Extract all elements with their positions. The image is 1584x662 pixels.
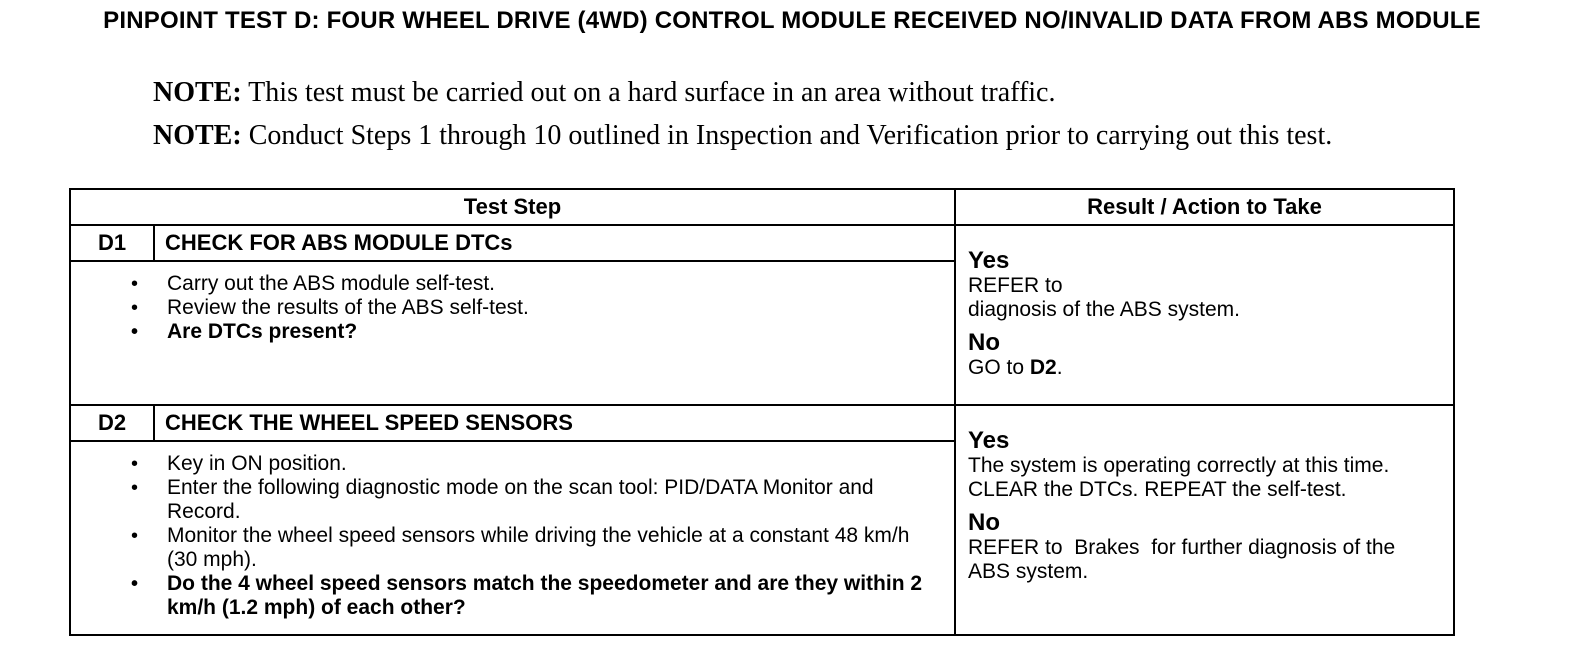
step-d2-body xyxy=(70,441,955,635)
pinpoint-test-table xyxy=(69,188,1455,636)
step-d2-heading-row xyxy=(70,405,1454,441)
list-item: • Key in ON position. xyxy=(167,452,924,476)
note-label: NOTE: xyxy=(153,77,242,108)
note-traffic xyxy=(153,78,1055,108)
page-title: PINPOINT TEST D: FOUR WHEEL DRIVE (4WD) CONTROL MODULE RECEIVED NO/INVALID DATA FROM ABS MODULE xyxy=(103,7,1481,34)
step-d1-result xyxy=(955,225,1454,405)
step-heading: CHECK THE WHEEL SPEED SENSORS xyxy=(154,405,955,441)
list-item-question: • Are DTCs present? xyxy=(167,320,924,344)
list-item-question: • Do the 4 wheel speed sensors match the speedometer and are they within 2 km/h (1.2 mph) of each other? xyxy=(167,572,924,620)
note-label: NOTE: xyxy=(153,120,242,151)
no-action-prefix: GO to xyxy=(968,356,1030,379)
step-id: D2 xyxy=(70,405,154,441)
test-step-header: Test Step xyxy=(70,189,955,225)
no-action-target: D2 xyxy=(1029,356,1057,379)
step-d2-result xyxy=(955,405,1454,635)
note-prerequisite xyxy=(153,121,1353,151)
note-text: This test must be carried out on a hard surface in an area without traffic. xyxy=(241,77,1056,108)
yes-action: REFER to diagnosis of the ABS system. xyxy=(968,274,1240,321)
step-d1-list xyxy=(71,262,954,356)
step-heading: CHECK FOR ABS MODULE DTCs xyxy=(154,225,955,261)
list-item: • Enter the following diagnostic mode on the scan tool: PID/DATA Monitor and Record. xyxy=(167,476,924,524)
no-label: No xyxy=(968,329,1000,356)
list-item: • Monitor the wheel speed sensors while driving the vehicle at a constant 48 km/h (30 mph). xyxy=(167,524,924,572)
note-text: Conduct Steps 1 through 10 outlined in Inspection and Verification prior to carrying out this test. xyxy=(241,120,1333,151)
result-header: Result / Action to Take xyxy=(955,189,1454,225)
table-header-row xyxy=(70,189,1454,225)
no-action: REFER to Brakes for further diagnosis of the ABS system. xyxy=(968,536,1400,583)
step-d2-list xyxy=(71,442,954,632)
step-d1-body xyxy=(70,261,955,405)
yes-action: The system is operating correctly at this time. CLEAR the DTCs. REPEAT the self-test. xyxy=(968,454,1390,501)
yes-label: Yes xyxy=(968,247,1010,274)
step-d1-heading-row xyxy=(70,225,1454,261)
list-item: • Review the results of the ABS self-test. xyxy=(167,296,924,320)
list-item: • Carry out the ABS module self-test. xyxy=(167,272,924,296)
yes-label: Yes xyxy=(968,427,1010,454)
step-id: D1 xyxy=(70,225,154,261)
no-action-suffix: . xyxy=(1056,356,1063,379)
no-label: No xyxy=(968,509,1000,536)
no-action xyxy=(968,356,1433,380)
